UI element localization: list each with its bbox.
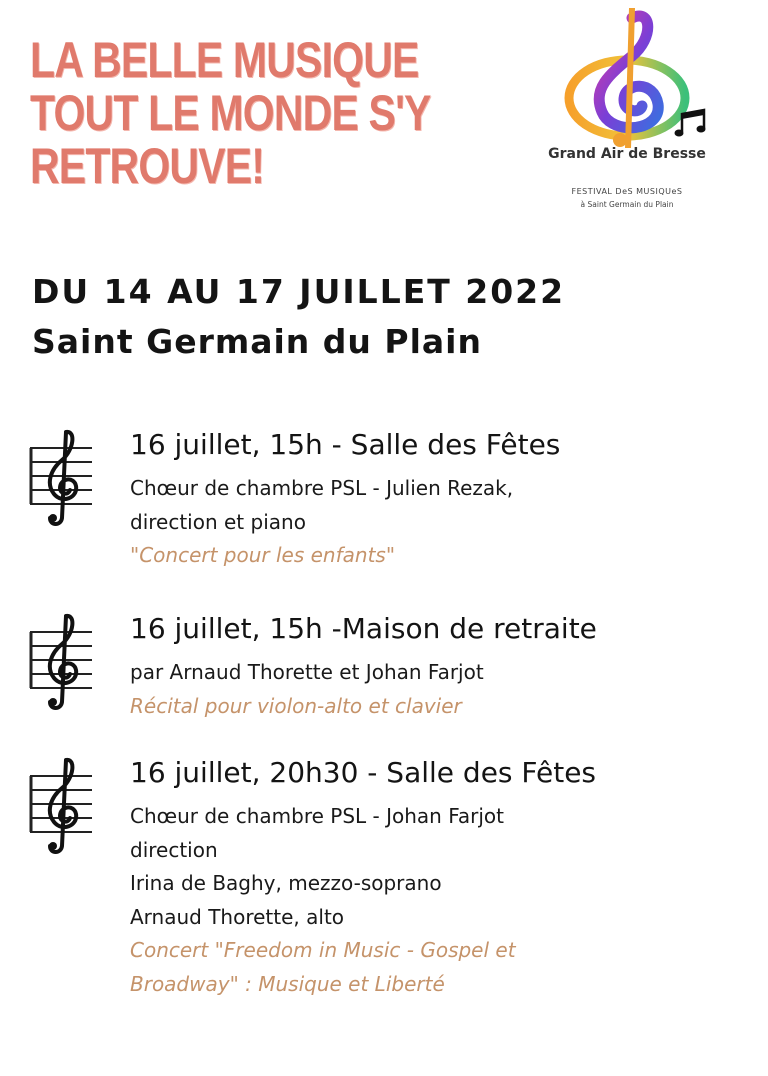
headline [30,32,431,194]
music-notes-icon [674,106,710,140]
event-program: Concert "Freedom in Music - Gospel et [130,938,516,962]
logo-subtitle: FESTIVAL DeS MUSIQUeS [571,187,683,196]
event-details [130,656,484,723]
event-detail-line: Chœur de chambre PSL - Julien Rezak, [130,476,514,500]
logo-name: Grand Air de Bresse [548,146,706,162]
event-detail-line: Irina de Baghy, mezzo-soprano [130,871,442,895]
festival-logo [532,8,732,218]
event-details [130,472,513,573]
headline-line-1: LA BELLE MUSIQUE [30,32,419,88]
event-detail-line: Chœur de chambre PSL - Johan Farjot [130,804,504,828]
treble-clef-staff-icon [28,428,94,528]
festival-dates: DU 14 AU 17 JUILLET 2022 [32,272,566,311]
event-detail-line: Arnaud Thorette, alto [130,904,345,929]
event-details [130,800,516,1001]
festival-place: Saint Germain du Plain [32,322,482,361]
treble-clef-staff-icon [28,612,94,712]
treble-clef-staff-icon [28,756,94,856]
event-detail-line: direction et piano [130,509,306,534]
event-title: 16 juillet, 15h -Maison de retraite [130,612,597,645]
event-title: 16 juillet, 15h - Salle des Fêtes [130,428,561,461]
event-program: Récital pour violon-alto et clavier [130,693,462,718]
event-program: Broadway" : Musique et Liberté [130,971,445,996]
event-title: 16 juillet, 20h30 - Salle des Fêtes [130,756,597,789]
event-detail-line: direction [130,837,218,862]
headline-line-3: RETROUVE! [30,138,265,194]
logo-location: à Saint Germain du Plain [580,200,674,209]
headline-line-2: TOUT LE MONDE S'Y [30,85,431,141]
event-detail-line: par Arnaud Thorette et Johan Farjot [130,660,484,684]
event-program: "Concert pour les enfants" [130,543,396,567]
